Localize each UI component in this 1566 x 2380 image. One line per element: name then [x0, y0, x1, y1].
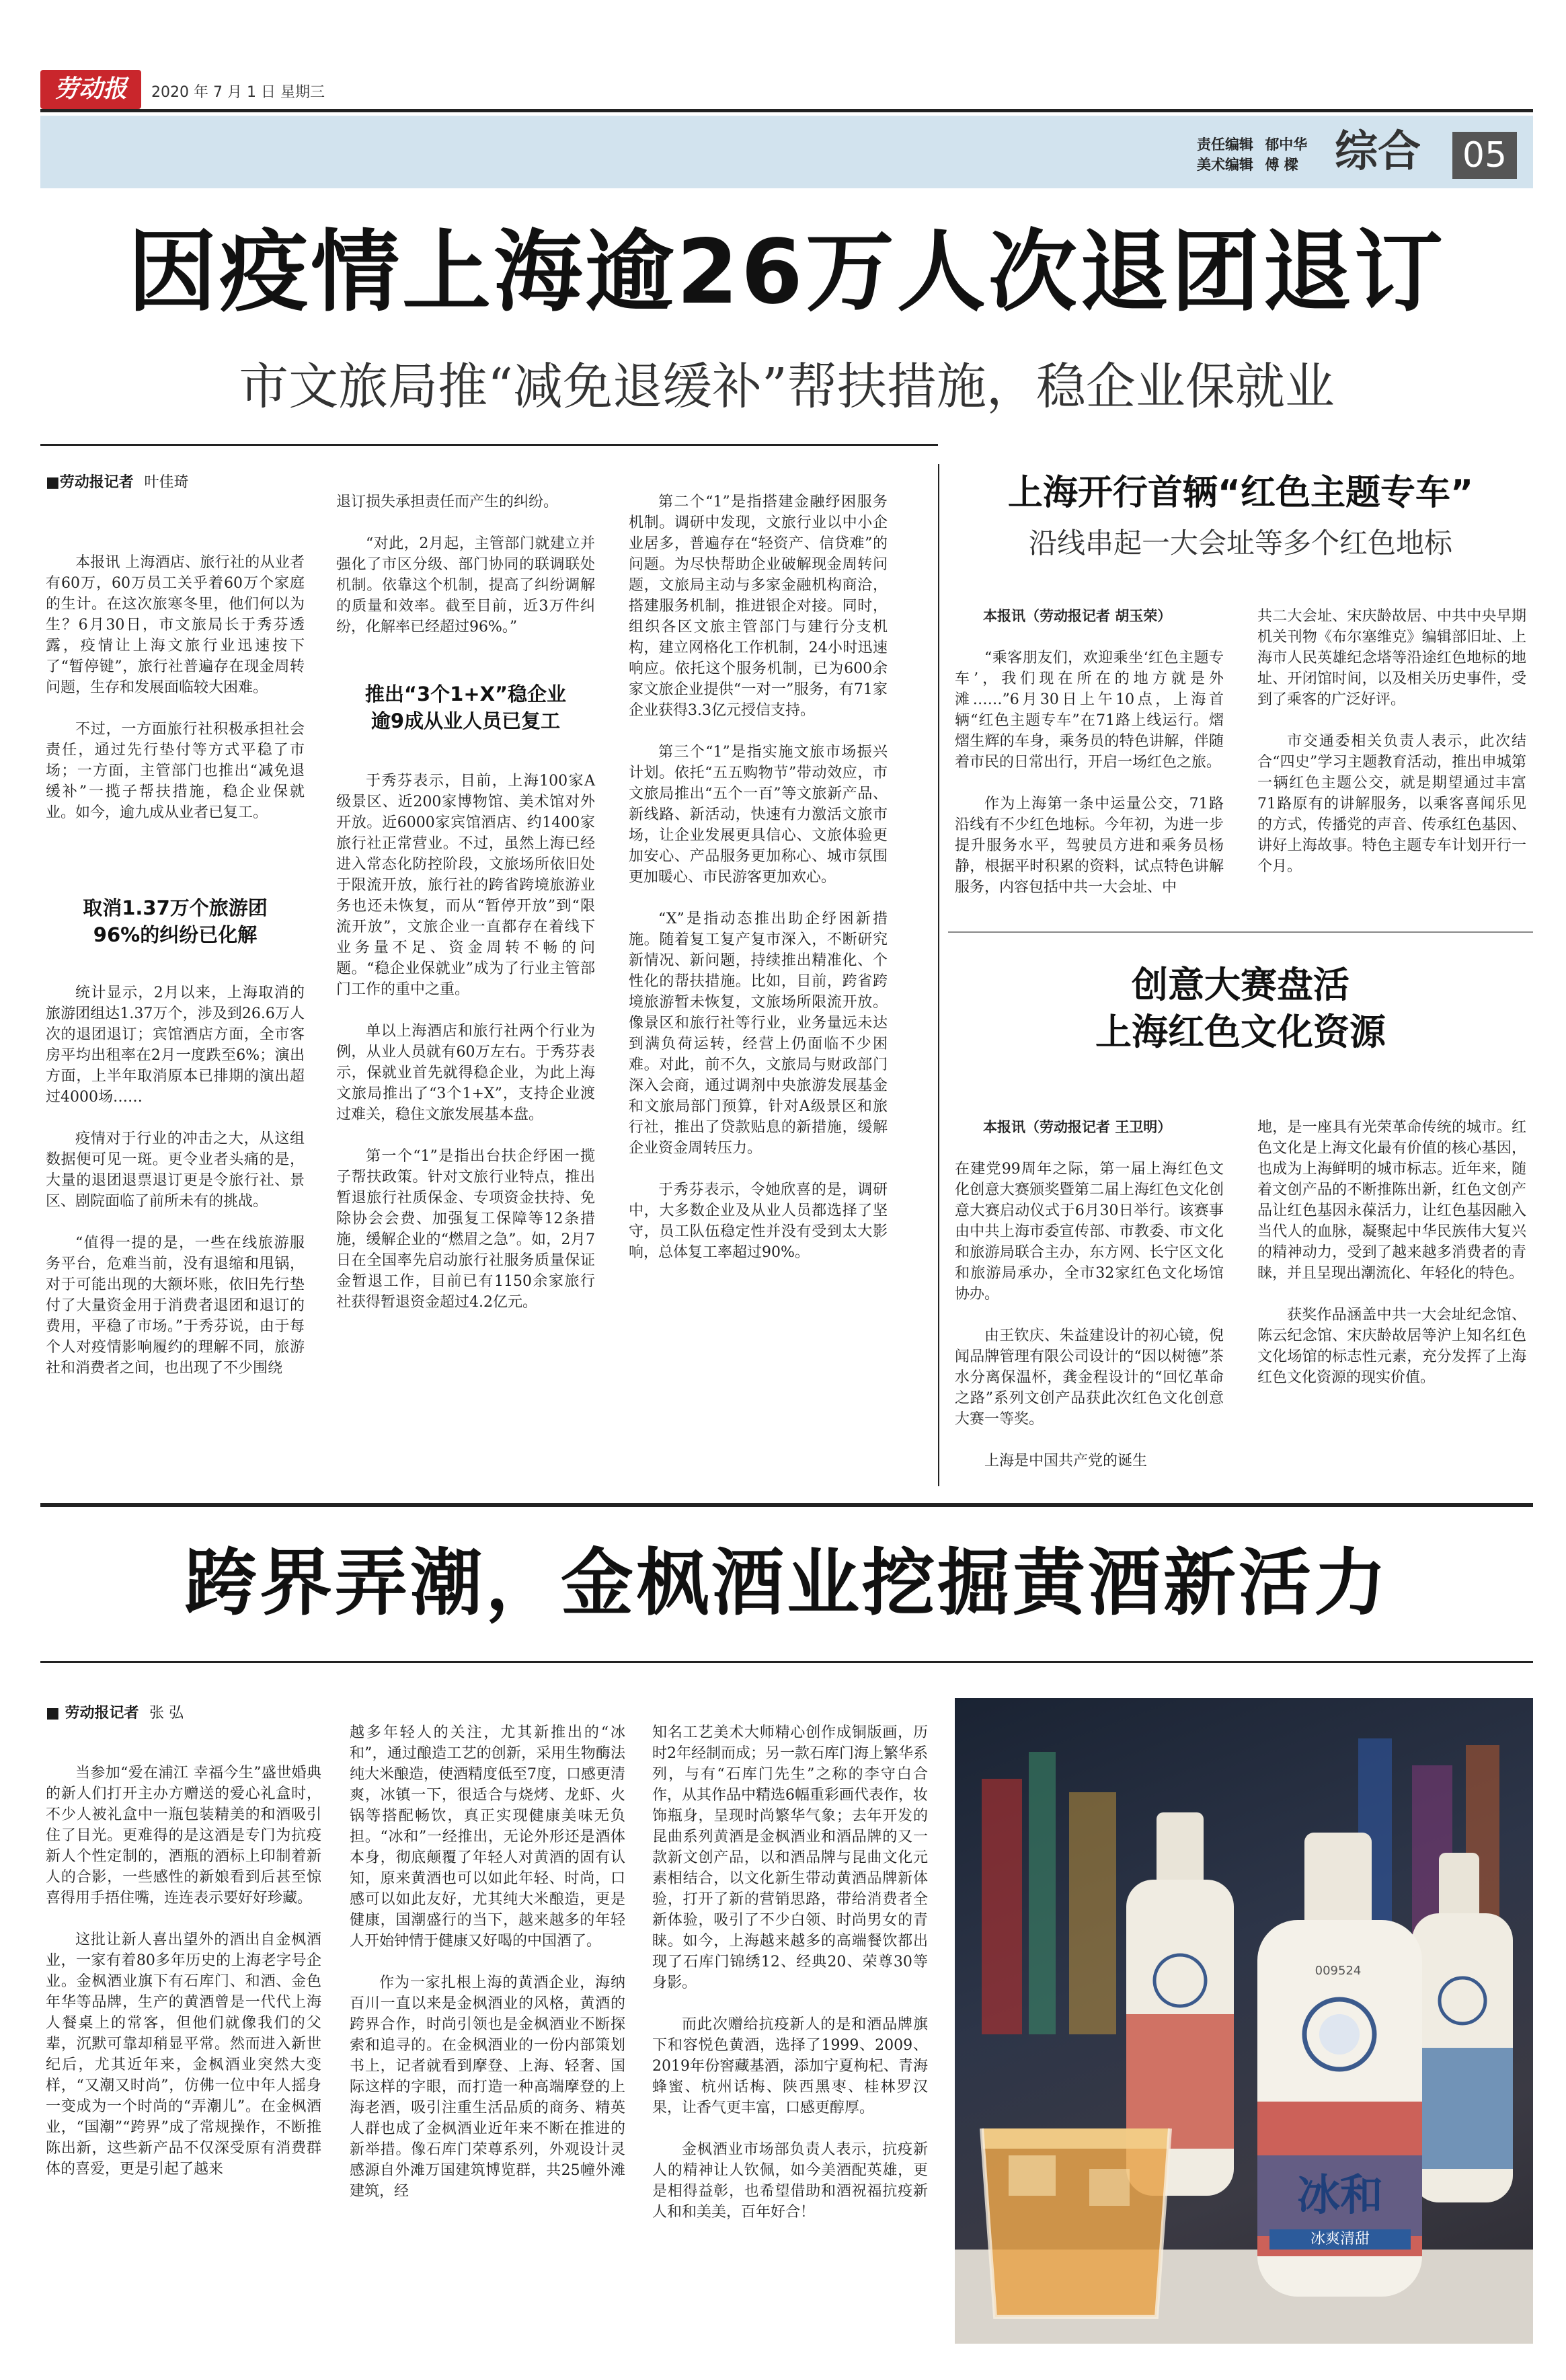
art-editor-name: 傅 樑 [1265, 157, 1298, 173]
article2-column-2 [1257, 585, 1526, 898]
article1-column-1 [46, 531, 305, 844]
product-photo-illustration [955, 1698, 1533, 2344]
article3-byline: 本报讯（劳动报记者 王卫明） [983, 1119, 1172, 1135]
paragraph: 第一个“1”是指出台扶企纾困一揽子帮扶政策。针对文旅行业特点，推出暂退旅行社质保金、专项资金扶持、免除协会会费、加强复工保障等12条措施，缓解企业的“燃眉之急”。如，2月7日在全国率先启动旅行社服务质量保证金暂退工作，目前已有1150余家旅行社获得暂退资金超过4.2亿元。 [336, 1148, 595, 1311]
page-number: 05 [1452, 132, 1517, 179]
article4-byline-name: 张 弘 [149, 1705, 184, 1722]
article1-headline: 因疫情上海逾26万人次退团退订 [128, 221, 1446, 324]
paragraph: 单以上海酒店和旅行社两个行业为例，从业人员就有60万左右。于秀芬表示，保就业首先就得稳企业，为此上海文旅局推出了“3个1+X”，支持企业渡过难关，稳住文旅发展基本盘。 [336, 1023, 595, 1123]
article4-column-1 [46, 1742, 321, 2200]
paragraph: 作为一家扎根上海的黄酒企业，海纳百川一直以来是金枫酒业的风格，黄酒的跨界合作，时尚引领也是金枫酒业不断探索和追寻的。在金枫酒业的一份内部策划书上，记者就看到摩登、上海、轻奢、国际这样的字眼，而打造一种高端摩登的上海老酒，吸引注重生活品质的商务、精英人群也成了金枫酒业近年来不断在推进的新举措。像石库门荣尊系列，外观设计灵感源自外滩万国建筑博览群，共25幢外滩建筑，经 [350, 1974, 625, 2200]
paragraph: 于秀芬表示，目前，上海100家A级景区、近200家博物馆、美术馆对外开放。近6000家宾馆酒店、约1400家旅行社正常营业。不过，虽然上海已经进入常态化防控阶段，文旅场所依旧处于限流开放，旅行社的跨省跨境旅游业务也还未恢复，而从“暂停开放”到“限流开放”，文旅企业一直都存在着线下业务量不足、资金周转不畅的问题。“稳企业保就业”成为了行业主管部门工作的重中之重。 [336, 773, 595, 998]
paragraph: “乘客朋友们，欢迎乘坐‘红色主题专车’，我们现在所在的地方就是外滩……”6月30日上午10点，上海首辆“红色主题专车”在71路上线运行。熠熠生辉的车身，乘务员的特色讲解，伴随着市民的日常出行，开启一场红色之旅。 [955, 650, 1224, 771]
article4-column-3 [652, 1701, 928, 2243]
column-divider [938, 464, 939, 1486]
paragraph: 在建党99周年之际，第一届上海红色文化创意大赛颁奖暨第二届上海红色文化创意大赛启动仪式于6月30日举行。该赛事由中共上海市委宣传部、市教委、市文化和旅游局联合主办，东方网、长宁区文化和旅游局承办，全市32家红色文化场馆协办。 [955, 1161, 1224, 1303]
article3-headline: 创意大赛盘活 上海红色文化资源 [1095, 964, 1386, 1053]
paragraph: 地，是一座具有光荣革命传统的城市。红色文化是上海文化最有价值的核心基因，也成为上海鲜明的城市标志。近年来，随着文创产品的不断推陈出新，红色文创产品让红色基因永葆活力，让红色基因融入当代人的血脉，凝聚起中华民族伟大复兴的精神动力，受到了越来越多消费者的青睐，并且呈现出潮流化、年轻化的特色。 [1257, 1119, 1526, 1282]
paragraph: 统计显示，2月以来，上海取消的旅游团组达1.37万个，涉及到26.6万人次的退团退订；宾馆酒店方面，全市客房平均出租率在2月一度跌至6%；演出方面，上半年取消原本已排期的演出超过4000场…… [46, 985, 305, 1106]
article2-byline: 本报讯（劳动报记者 胡玉荣） [983, 608, 1172, 624]
masthead-logo-text: 劳动报 [54, 75, 127, 103]
article1-byline-name: 叶佳琦 [144, 474, 189, 491]
article4-rule [40, 1661, 1533, 1663]
article1-column-3 [629, 471, 888, 1284]
article1-column-2b [336, 750, 595, 1334]
paragraph: 本报讯 上海酒店、旅行社的从业者有60万，60万员工关乎着60万个家庭的生计。在这次旅寒冬里，他们何以为生？6月30日，市文旅局长于秀芬透露，疫情让上海文旅行业迅速按下了“暂停键”，旅行社普遍存在现金周转问题，生存和发展面临较大困难。 [46, 554, 305, 696]
bottle-center [1257, 1833, 1422, 2297]
paragraph: “X”是指动态推出助企纾困新措施。随着复工复产复市深入，不断研究新情况、新问题，持续推出精准化、个性化的帮扶措施。比如，目前，跨省跨境旅游暂未恢复，文旅场所限流开放。像景区和旅行社等行业，业务量远未达到满负荷运转，经营上仍面临不少困难。对此，前不久，文旅局与财政部门深入会商，通过调剂中央旅游发展基金和文旅局部门预算，针对A级景区和旅行社，推出了贷款贴息的新措施，缓解企业资金周转压力。 [629, 911, 888, 1157]
masthead [0, 0, 1566, 195]
article4-byline [46, 1701, 184, 1722]
paragraph: 第三个“1”是指实施文旅市场振兴计划。依托“五五购物节”带动效应，市文旅局推出“五个一百”等文旅新产品、新线路、新活动，快速有力激活文旅市场，让企业发展更具信心、文旅体验更加安心、产品服务更加称心、城市氛围更加暖心、市民游客更加欢心。 [629, 744, 888, 886]
masthead-top-rule [40, 109, 1533, 112]
paragraph: “对此，2月起，主管部门就建立并强化了市区分级、部门协同的联调联处机制。依靠这个机制，提高了纠纷调解的质量和效率。截至目前，近3万件纠纷，化解率已经超过96%。” [336, 535, 595, 636]
article2-headline: 上海开行首辆“红色主题专车” [1007, 473, 1474, 513]
section-title: 综合 [1335, 126, 1421, 177]
art-editor-label: 美术编辑 [1197, 157, 1253, 173]
article2-subheadline: 沿线串起一大会址等多个红色地标 [1028, 527, 1452, 560]
article1-byline [46, 471, 188, 492]
article1-subheadline: 市文旅局推“减免退缓补”帮扶措施，稳企业保就业 [239, 358, 1335, 416]
paragraph: 不过，一方面旅行社积极承担社会责任，通过先行垫付等方式平稳了市场；一方面，主管部门也推出“减免退缓补”一揽子帮扶措施，稳企业保就业。如今，逾九成从业者已复工。 [46, 721, 305, 821]
article2-bottom-rule [948, 931, 1533, 933]
paragraph: 这批让新人喜出望外的酒出自金枫酒业，一家有着80多年历史的上海老字号企业。金枫酒业旗下有石库门、和酒、金色年华等品牌，生产的黄酒曾是一代代上海人餐桌上的常客，但他们就像我们的父辈，沉默可靠却稍显平常。然而进入新世纪后，尤其近年来，金枫酒业突然大变样，“又潮又时尚”，仿佛一位中年人摇身一变成为一个时尚的“弄潮儿”。在金枫酒业，“国潮”“跨界”成了常规操作，不断推陈出新，这些新产品不仅深受原有消费群体的喜爱，更是引起了越来 [46, 1931, 321, 2178]
paragraph: 而此次赠给抗疫新人的是和酒品牌旗下和容悦色黄酒，选择了1999、2009、2019年份窖藏基酒，添加宁夏枸杞、青海蜂蜜、杭州话梅、陕西黑枣、桂林罗汉果，让香气更丰富，口感更醇厚。 [652, 2016, 928, 2116]
paragraph: 第二个“1”是指搭建金融纾困服务机制。调研中发现，文旅行业以中小企业居多，普遍存在“轻资产、信贷难”的问题。为尽快帮助企业破解现金周转问题，文旅局主动与多家金融机构商洽，搭建服务机制，推进银企对接。同时，组织各区文旅主管部门与建行分支机构，建立网格化工作机制，24小时迅速响应。依托这个服务机制，已为600余家文旅企业提供“一对一”服务，有71家企业获得3.3亿元授信支持。 [629, 494, 888, 719]
article1-column-1b [46, 962, 305, 1399]
header-band [40, 116, 1533, 188]
article1-rule [40, 444, 938, 446]
paragraph: 当参加“爱在浦江 幸福今生”盛世婚典的新人们打开主办方赠送的爱心礼盒时，不少人被礼盒中一瓶包装精美的和酒吸引住了目光。更难得的是这酒是专门为抗疫新人个性定制的，酒瓶的酒标上印制着新人的合影，一些感性的新娘看到后甚至惊喜得用手捂住嘴，连连表示要好好珍藏。 [46, 1765, 321, 1907]
editor-label: 责任编辑 [1197, 137, 1253, 153]
article4-byline-label: ■ 劳动报记者 [46, 1705, 139, 1722]
product-photo [955, 1698, 1533, 2344]
editor-name: 郁中华 [1265, 137, 1308, 153]
editor-credit [1197, 135, 1307, 175]
article4-column-2 [350, 1701, 625, 2223]
bottle-sublabel: 冰爽清甜 [1269, 2229, 1411, 2250]
paragraph: 于秀芬表示，令她欣喜的是，调研中，大多数企业及从业人员都选择了坚守，员工队伍稳定性并没有受到太大影响，总体复工率超过90%。 [629, 1182, 888, 1261]
bottle-code: 009524 [1315, 1964, 1362, 1978]
article1-subhead-2: 推出“3个1+X”稳企业 逾9成从业人员已复工 [364, 683, 567, 732]
article3-column-2 [1257, 1096, 1526, 1409]
article3-column-1 [955, 1096, 1224, 1492]
paragraph: 知名工艺美术大师精心创作成铜版画，历时2年经制而成；另一款石库门海上繁华系列，与有“石库门先生”之称的李守白合作，从其作品中精选6幅重彩画代表作，妆饰瓶身，呈现时尚繁华气象；去年开发的昆曲系列黄酒是金枫酒业和酒品牌的又一款新文创产品，以和酒品牌与昆曲文化元素相结合，以文化新生带动黄酒品牌新体验，打开了新的营销思路，带给消费者全新体验，吸引了不少白领、时尚男女的青睐。如今，上海越来越多的高端餐饮都出现了石库门锦绣12、经典20、荣尊30等身影。 [652, 1724, 928, 1991]
paragraph: 获奖作品涵盖中共一大会址纪念馆、陈云纪念馆、宋庆龄故居等沪上知名红色文化场馆的标志性元素，充分发挥了上海红色文化资源的现实价值。 [1257, 1307, 1526, 1386]
article1-column-2 [336, 471, 595, 658]
paragraph: 作为上海第一条中运量公交，71路沿线有不少红色地标。今年初，为进一步提升服务水平，驾驶员方进和乘务员杨静，根据平时积累的资料，试点特色讲解服务，内容包括中共一大会址、中 [955, 796, 1224, 896]
paragraph: 退订损失承担责任而产生的纠纷。 [336, 494, 559, 510]
paragraph: 由王钦庆、朱益建设计的初心镜，倪闻品牌管理有限公司设计的“因以树德”茶水分离保温杯，龚金程设计的“回忆革命之路”系列文创产品获此次红色文化创意大赛一等奖。 [955, 1328, 1224, 1428]
bottle-label: 冰和 [1297, 2170, 1383, 2221]
article1-subhead-1: 取消1.37万个旅游团 96%的纠纷已化解 [83, 896, 268, 946]
section-separator [40, 1503, 1533, 1507]
article4-headline: 跨界弄潮，金枫酒业挖掘黄酒新活力 [184, 1541, 1389, 1625]
paragraph: 共二大会址、宋庆龄故居、中共中央早期机关刊物《布尔塞维克》编辑部旧址、上海市人民英雄纪念塔等沿途红色地标的地址、开闭馆时间，以及相关历史事件，受到了乘客的广泛好评。 [1257, 608, 1526, 708]
paragraph: 上海是中国共产党的诞生 [984, 1453, 1148, 1469]
paragraph: 金枫酒业市场部负责人表示，抗疫新人的精神让人钦佩，如今美酒配英雄，更是相得益彰，也希望借助和酒祝福抗疫新人和和美美，百年好合！ [652, 2141, 928, 2221]
whisky-glass [982, 2128, 1170, 2317]
paragraph: “值得一提的是，一些在线旅游服务平台，危难当前，没有退缩和甩锅，对于可能出现的大额坏账，依旧先行垫付了大量资金用于消费者退团和退订的费用，平稳了市场。”于秀芬说，由于每个人对疫情影响履约的理解不同，旅游社和消费者之间，也出现了不少围绕 [46, 1235, 305, 1377]
paragraph: 市交通委相关负责人表示，此次结合“四史”学习主题教育活动，推出申城第一辆红色主题公交，就是期望通过丰富71路原有的讲解服务，以乘客喜闻乐见的方式，传播党的声音、传承红色基因、讲好上海故事。特色主题专车计划开行一个月。 [1257, 733, 1526, 875]
paragraph: 疫情对于行业的冲击之大，从这组数据便可见一斑。更令业者头痛的是，大量的退团退票退订更是令旅行社、景区、剧院面临了前所未有的挑战。 [46, 1130, 305, 1210]
article2-column-1 [955, 585, 1224, 919]
paragraph: 越多年轻人的关注，尤其新推出的“冰和”，通过酿造工艺的创新，采用生物酶法纯大米酿造，使酒精度低至7度，口感更清爽，冰镇一下，很适合与烧烤、龙虾、火锅等搭配畅饮，真正实现健康美味无负担。“冰和”一经推出，无论外形还是酒体本身，彻底颠覆了年轻人对黄酒的固有认知，原来黄酒也可以如此年轻、时尚，口感可以如此友好，尤其纯大米酿造，更是健康，国潮盛行的当下，越来越多的年轻人开始钟情于健康又好喝的中国酒了。 [350, 1724, 625, 1950]
article1-byline-label: ■劳动报记者 [46, 474, 134, 491]
masthead-date: 2020 年 7 月 1 日 星期三 [151, 84, 325, 101]
